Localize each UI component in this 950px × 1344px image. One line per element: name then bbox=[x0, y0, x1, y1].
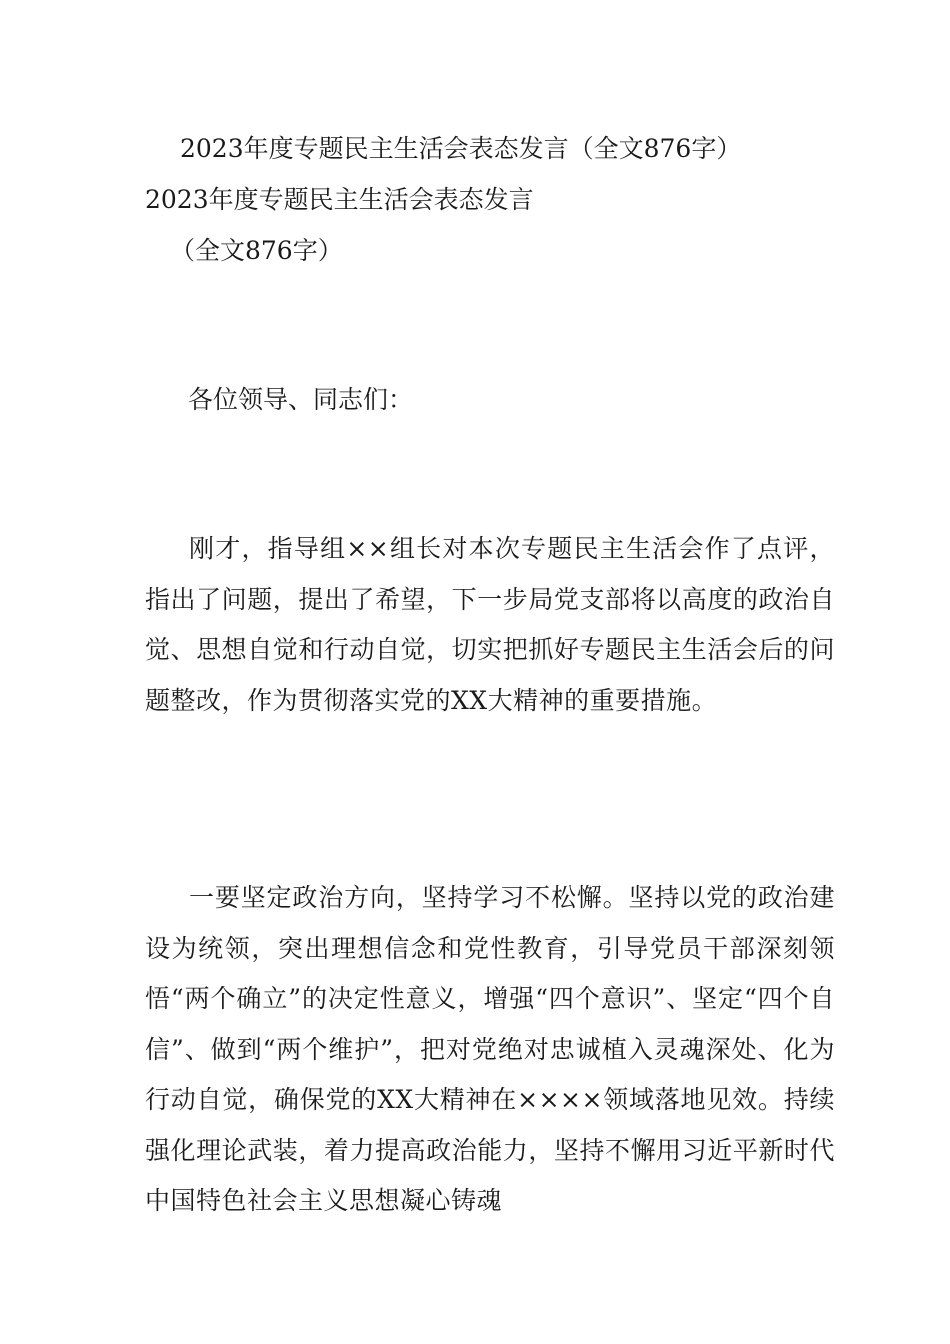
paragraph-2: 一要坚定政治方向，坚持学习不松懈。坚持以党的政治建设为统领，突出理想信念和党性教育，引导党员干部深刻领悟“两个确立”的决定性意义，增强“四个意识”、坚定“四个自信”、做到“两个维护”，把对党绝对忠诚植入灵魂深处、化为行动自觉，确保党的XX大精神在××××领域落地见效。持续强化理论武装，着力提高政治能力，坚持不懈用习近平新时代中国特色社会主义思想凝心铸魂 bbox=[145, 883, 835, 1215]
document-title-main: 2023年度专题民主生活会表态发言 bbox=[145, 185, 534, 214]
paragraph-1: 刚才，指导组××组长对本次专题民主生活会作了点评，指出了问题，提出了希望，下一步局党支部将以高度的政治自觉、思想自觉和行动自觉，切实把抓好专题民主生活会后的问题整改，作为贯彻落实党的XX大精神的重要措施。 bbox=[145, 534, 835, 715]
document-title-sub: （全文876字） bbox=[170, 236, 343, 265]
document-title-full: 2023年度专题民主生活会表态发言（全文876字） bbox=[180, 134, 742, 163]
salutation: 各位领导、同志们： bbox=[188, 385, 414, 414]
